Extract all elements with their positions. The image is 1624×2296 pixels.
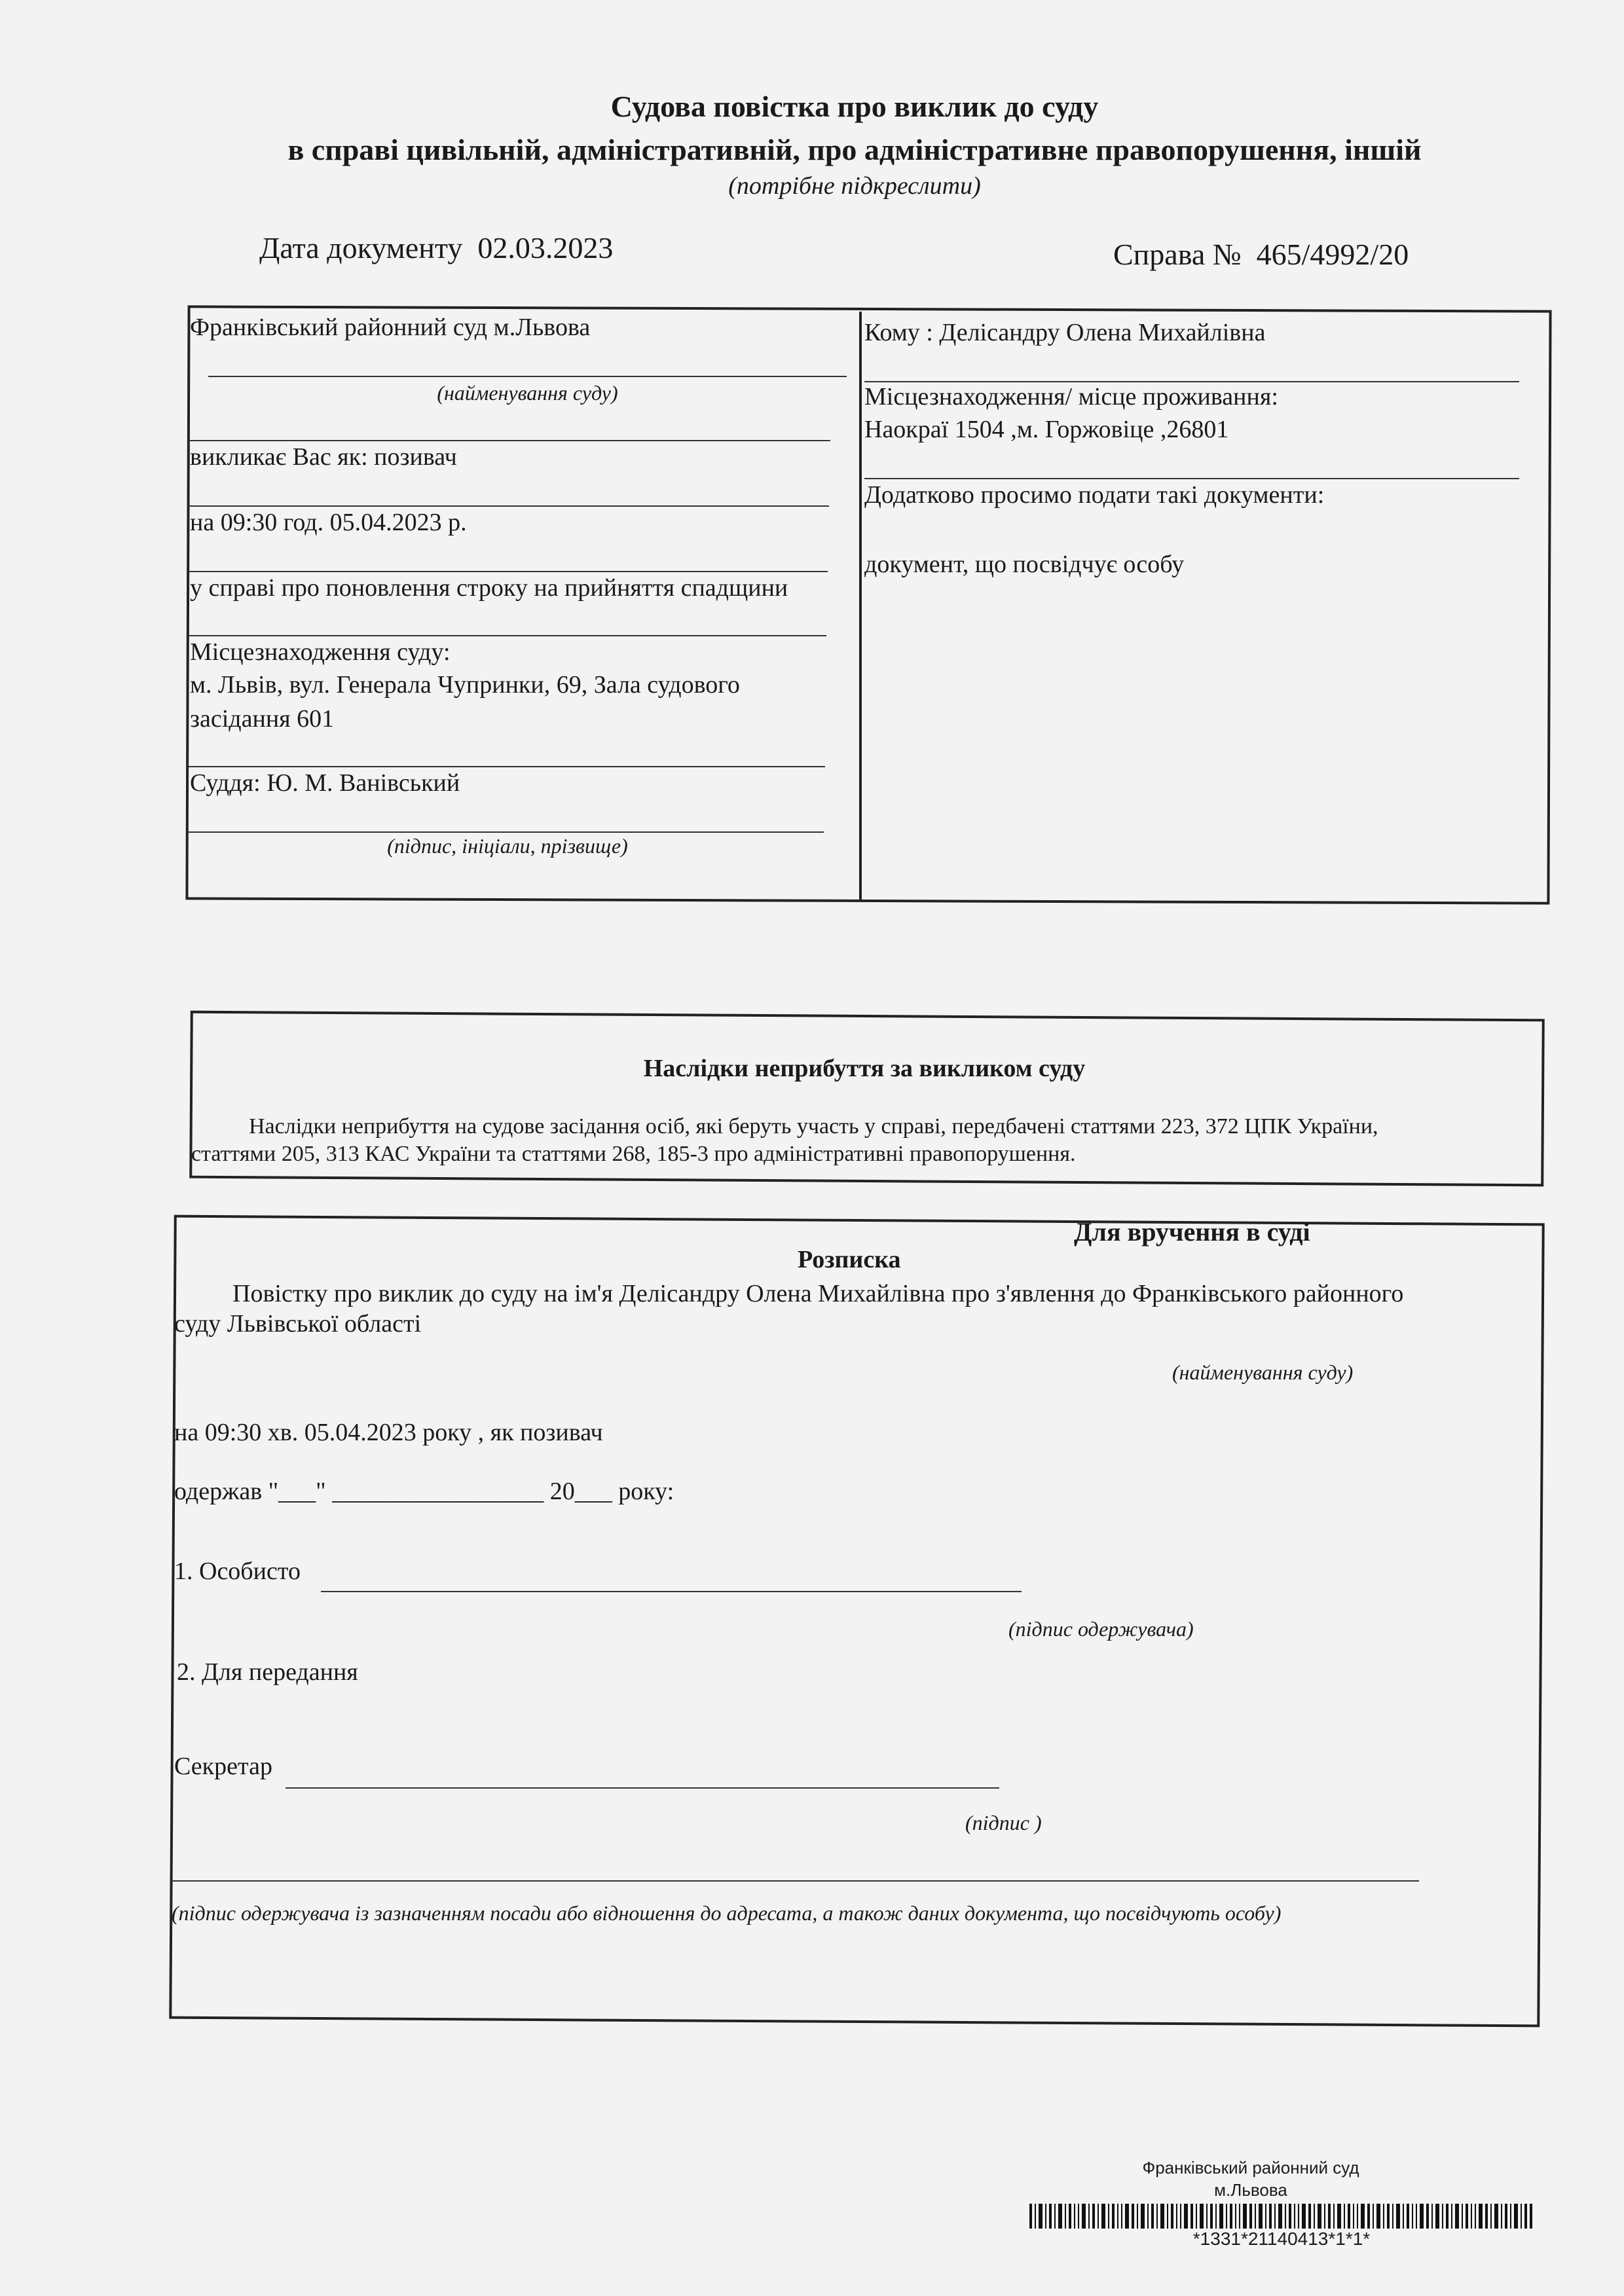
judge-name: Суддя: Ю. М. Ванівський (190, 769, 460, 797)
received-date: одержав "___" _________________ 20___ року: (174, 1478, 674, 1505)
divider-line (189, 766, 825, 767)
personally-label: 1. Особисто (174, 1558, 301, 1585)
additional-docs-label: Додатково просимо подати такі документи: (864, 481, 1325, 509)
court-location-line2: засідання 601 (190, 705, 335, 733)
case-number-value: 465/4992/20 (1256, 238, 1409, 271)
recipient-address-label: Місцезнаходження/ місце проживання: (864, 383, 1278, 410)
receipt-court-caption: (найменування суду) (1172, 1360, 1354, 1384)
summons-as: викликає Вас як: позивач (190, 443, 457, 471)
court-name-caption: (найменування суду) (437, 381, 618, 405)
divider-line (189, 571, 828, 572)
title-note: (потрібне підкреслити) (728, 172, 981, 200)
court-location-label: Місцезнаходження суду: (190, 638, 451, 666)
document-date-label: Дата документу (259, 231, 463, 264)
final-signature-line[interactable] (172, 1880, 1419, 1882)
signature-caption: (підпис, ініціали, прізвище) (387, 834, 628, 858)
for-court-delivery: Для вручення в суді (1074, 1217, 1310, 1247)
divider-line (864, 478, 1519, 479)
for-transfer-label: 2. Для передання (177, 1658, 358, 1686)
document-date (259, 230, 613, 265)
consequences-title: Наслідки неприбуття за викликом суду (643, 1055, 1086, 1082)
recipient-address: Наокраї 1504 ,м. Горжовіце ,26801 (864, 416, 1229, 443)
case-number-label: Справа № (1113, 238, 1242, 271)
receipt-datetime: на 09:30 хв. 05.04.2023 року , як позивач (174, 1419, 603, 1446)
barcode-icon (1029, 2204, 1534, 2229)
footer-court-line2: м.Львова (1214, 2180, 1287, 2200)
hearing-datetime: на 09:30 год. 05.04.2023 р. (190, 509, 467, 536)
recipient-signature-caption: (підпис одержувача) (1008, 1617, 1194, 1641)
secretary-signature-line[interactable] (286, 1787, 999, 1789)
personally-signature-line[interactable] (321, 1591, 1022, 1592)
document-subtitle: в справі цивільній, адміністративній, про адміністративне правопорушення, іншій (287, 133, 1422, 166)
court-location-line1: м. Львів, вул. Генерала Чупринки, 69, Зала судового (190, 671, 740, 699)
case-subject: у справі про поновлення строку на прийняття спадщини (190, 574, 788, 602)
document-title: Судова повістка про виклик до суду (610, 90, 1099, 123)
column-divider (859, 312, 862, 901)
final-signature-caption: (підпис одержувача із зазначенням посади або відношення до адресата, а також даних документа, що посвідчують особу) (172, 1901, 1282, 1925)
secretary-label: Секретар (174, 1753, 272, 1780)
consequences-text-line2: статтями 205, 313 КАС України та статтями 268, 185-3 про адміністративні правопорушення. (191, 1142, 1076, 1166)
court-name-line (208, 376, 847, 377)
court-name: Франківський районний суд м.Львова (190, 314, 591, 341)
divider-line (189, 505, 829, 507)
receipt-title: Розписка (798, 1246, 901, 1273)
footer-court-name (1113, 2157, 1388, 2201)
signature-line (189, 831, 824, 833)
consequences-text-line1: Наслідки неприбуття на судове засідання осіб, які беруть участь у справі, передбачені статтями 223, 372 ЦПК України, (249, 1114, 1378, 1139)
barcode-text: *1331*21140413*1*1* (1192, 2229, 1371, 2249)
footer-court-line1: Франківський районний суд (1142, 2158, 1359, 2178)
document-date-value: 02.03.2023 (477, 231, 614, 264)
case-number (1113, 237, 1409, 272)
secretary-signature-caption: (підпис ) (965, 1811, 1042, 1834)
receipt-body-line2: суду Львівської області (174, 1310, 422, 1338)
divider-line (189, 440, 830, 441)
receipt-body-line1: Повістку про виклик до суду на ім'я Делісандру Олена Михайлівна про з'явлення до Франківського районного (232, 1280, 1404, 1307)
additional-docs: документ, що посвідчує особу (864, 551, 1185, 578)
recipient-name: Кому : Делісандру Олена Михайлівна (864, 319, 1266, 346)
divider-line (189, 635, 826, 636)
